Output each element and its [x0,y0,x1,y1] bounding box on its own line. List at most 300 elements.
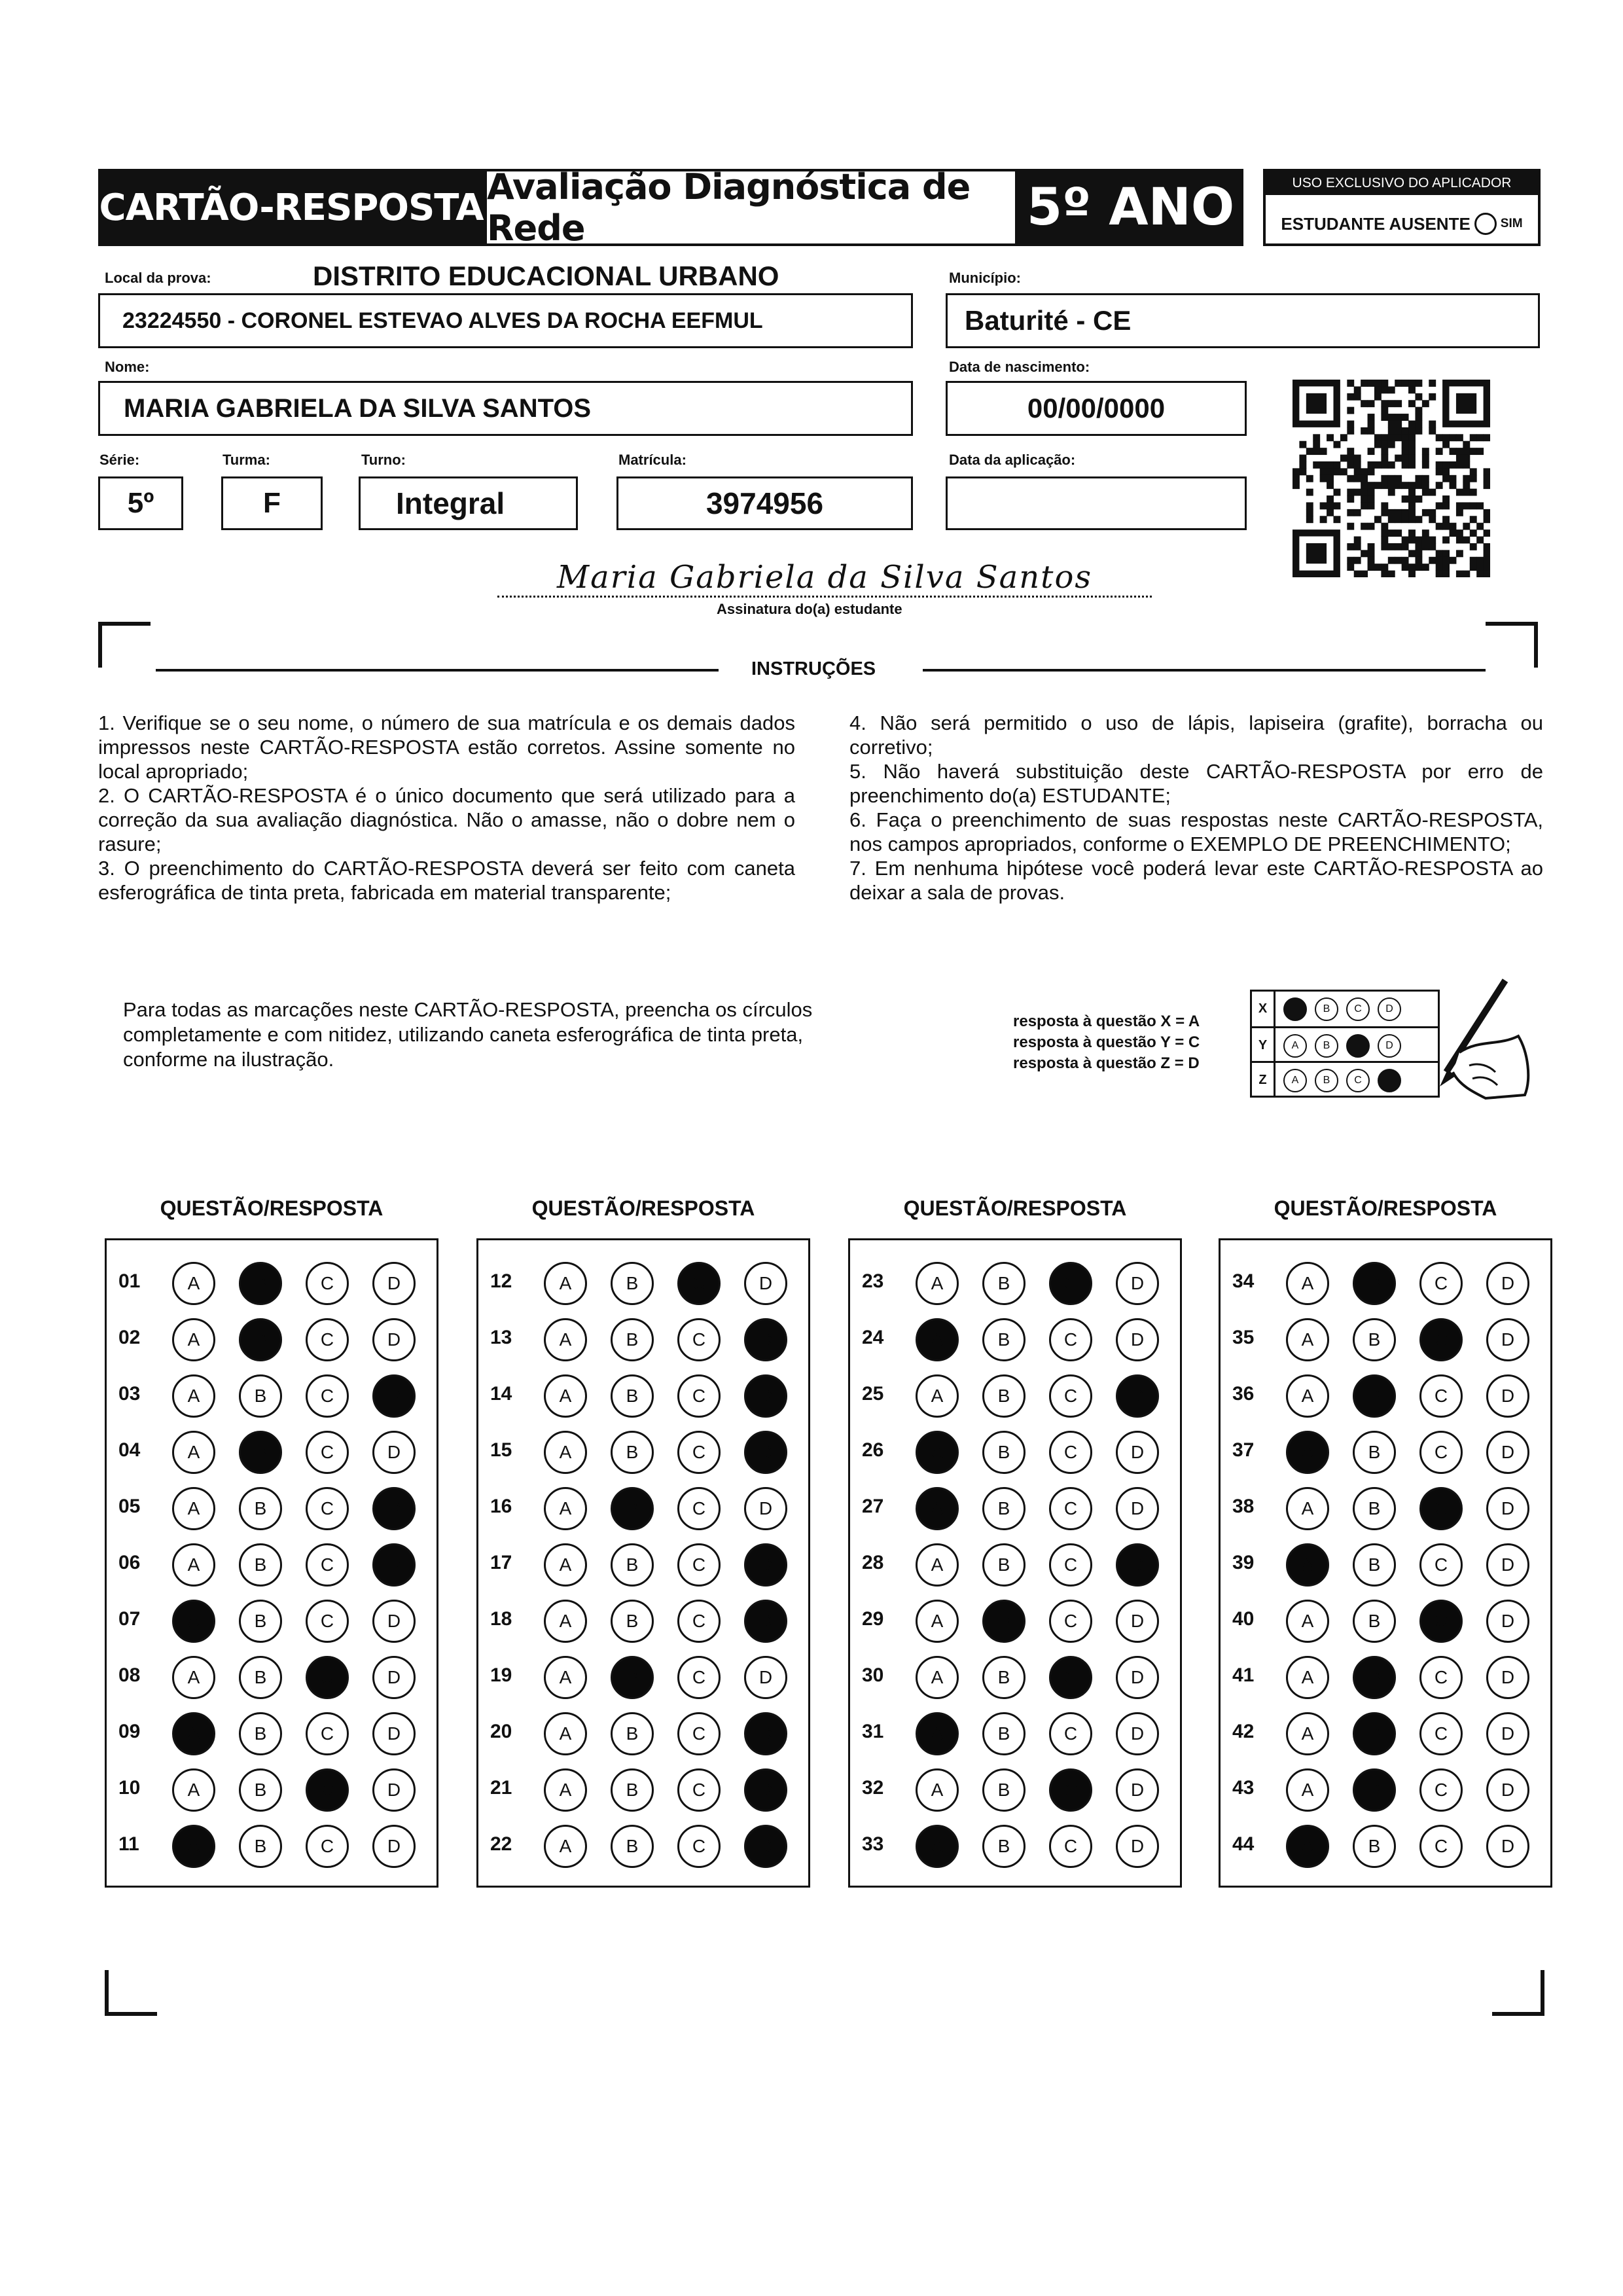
question-number: 03 [118,1383,141,1405]
answer-bubble-a[interactable]: A [916,1374,959,1418]
answer-bubble-d[interactable]: D [1116,1431,1159,1474]
answer-row [478,1591,808,1647]
answer-row [1221,1591,1550,1647]
instruction-item: 2. O CARTÃO-RESPOSTA é o único documento que será utilizado para a correção da sua avaliação diagnóstica. Não o amasse, não o dobre nem o rasure; [98,784,795,855]
answer-bubble-c[interactable]: C [1419,1656,1463,1699]
answer-bubble-a[interactable]: A [1286,1318,1329,1361]
answer-bubble-a[interactable]: A [544,1768,587,1812]
question-number: 31 [862,1721,884,1742]
answer-bubble-a[interactable]: A [172,1318,215,1361]
answer-bubble-c[interactable]: C [1419,1374,1463,1418]
question-number: 44 [1232,1833,1255,1855]
question-number: 25 [862,1383,884,1405]
answer-bubble-a[interactable]: A [172,1374,215,1418]
answer-bubble-d[interactable]: D [1116,1374,1159,1418]
answer-column [1219,1238,1552,1888]
answer-bubble-c[interactable]: C [677,1431,721,1474]
answer-bubble-c[interactable]: C [677,1262,721,1305]
answer-bubble-b[interactable]: B [239,1656,282,1699]
answer-bubble-c[interactable]: C [1419,1431,1463,1474]
answer-bubble-d[interactable]: D [744,1712,787,1755]
instructions-rule-right [923,669,1486,672]
absent-row [1266,206,1538,242]
answer-row [478,1479,808,1535]
answer-bubble-a[interactable]: A [544,1543,587,1587]
question-number: 26 [862,1439,884,1461]
example-legend-line: resposta à questão Z = D [1013,1054,1200,1072]
corner-mark-top-right [1486,622,1538,668]
turno-field: Integral [359,476,578,530]
answer-row [478,1816,808,1873]
answer-bubble-b[interactable]: B [982,1825,1026,1868]
answer-row [1221,1253,1550,1310]
answer-bubble-b[interactable]: B [982,1262,1026,1305]
answer-bubble-c[interactable]: C [1049,1656,1092,1699]
answer-bubble-c[interactable]: C [1419,1262,1463,1305]
answer-bubble-a[interactable]: A [916,1262,959,1305]
answer-row [1221,1479,1550,1535]
answer-row [478,1535,808,1591]
answer-bubble-d[interactable]: D [1116,1543,1159,1587]
answer-bubble-c[interactable]: C [306,1431,349,1474]
answer-bubble-d[interactable]: D [1116,1600,1159,1643]
answer-bubble-a[interactable]: A [544,1487,587,1530]
answer-bubble-c[interactable]: C [677,1600,721,1643]
answer-bubble-b[interactable]: B [982,1656,1026,1699]
answer-row [107,1591,437,1647]
answer-bubble-a[interactable]: A [172,1656,215,1699]
answer-bubble-c[interactable]: C [306,1600,349,1643]
answer-bubble-d[interactable]: D [1486,1431,1529,1474]
example-legend-line: resposta à questão Y = C [1013,1033,1200,1051]
answer-bubble-b[interactable]: B [1353,1487,1396,1530]
answer-bubble-b[interactable]: B [239,1712,282,1755]
instruction-item: 6. Faça o preenchimento de suas respostas neste CARTÃO-RESPOSTA, nos campos apropriados, conforme o EXEMPLO DE PREENCHIMENTO; [849,808,1543,855]
answer-bubble-c[interactable]: C [677,1825,721,1868]
answer-bubble-d[interactable]: D [372,1431,416,1474]
grade-label: 5º ANO [1018,169,1243,246]
answer-bubble-b[interactable]: B [239,1543,282,1587]
answer-bubble-d[interactable]: D [1116,1656,1159,1699]
city-field: Baturité - CE [946,293,1540,348]
question-number: 18 [490,1608,512,1630]
answer-bubble-d[interactable]: D [1116,1712,1159,1755]
answer-bubble-b[interactable]: B [982,1543,1026,1587]
answer-row [1221,1647,1550,1704]
question-number: 29 [862,1608,884,1630]
example-legend [1013,1011,1200,1074]
answer-bubble-d[interactable]: D [1486,1487,1529,1530]
answer-bubble-b[interactable]: B [611,1712,654,1755]
question-number: 39 [1232,1552,1255,1573]
answer-bubble-b[interactable]: B [611,1656,654,1699]
answer-row [850,1591,1180,1647]
answer-bubble-d[interactable]: D [372,1262,416,1305]
instructions-title: INSTRUÇÕES [751,658,876,679]
answer-bubble-b[interactable]: B [611,1768,654,1812]
question-number: 09 [118,1721,141,1742]
answer-bubble-a[interactable]: A [172,1825,215,1868]
answer-bubble-a[interactable]: A [544,1825,587,1868]
answer-bubble-a[interactable]: A [172,1768,215,1812]
question-number: 22 [490,1833,512,1855]
answer-row [1221,1422,1550,1479]
answer-bubble-a[interactable]: A [1286,1768,1329,1812]
answer-bubble-c[interactable]: C [306,1374,349,1418]
matricula-label: Matrícula: [618,452,687,468]
corner-mark-top-left [98,622,151,668]
answer-bubble-a[interactable]: A [544,1374,587,1418]
question-number: 35 [1232,1327,1255,1348]
answer-row [107,1535,437,1591]
answer-column-heading: QUESTÃO/RESPOSTA [160,1196,383,1220]
answer-bubble-a[interactable]: A [544,1318,587,1361]
answer-bubble-a[interactable]: A [544,1262,587,1305]
answer-bubble-c[interactable]: C [1049,1318,1092,1361]
instruction-item: 3. O preenchimento do CARTÃO-RESPOSTA deverá ser feito com caneta esferográfica de tinta preta, fabricada em material transparente; [98,857,795,904]
corner-mark-bottom-left [105,1970,157,2016]
answer-bubble-b[interactable]: B [982,1600,1026,1643]
answer-bubble-c[interactable]: C [1049,1768,1092,1812]
answer-bubble-d[interactable]: D [744,1431,787,1474]
answer-row [478,1310,808,1366]
answer-row [107,1760,437,1816]
applicator-only-label: USO EXCLUSIVO DO APLICADOR [1266,171,1538,195]
answer-bubble-c[interactable]: C [677,1487,721,1530]
answer-bubble-d[interactable]: D [372,1656,416,1699]
answer-bubble-d[interactable]: D [1486,1318,1529,1361]
answer-bubble-a[interactable]: A [1286,1262,1329,1305]
answer-bubble-c[interactable]: C [1049,1374,1092,1418]
answer-bubble-b[interactable]: B [611,1318,654,1361]
answer-bubble-c[interactable]: C [306,1825,349,1868]
question-number: 33 [862,1833,884,1855]
answer-bubble-c[interactable]: C [1049,1431,1092,1474]
answer-bubble-b[interactable]: B [239,1431,282,1474]
answer-bubble-d[interactable]: D [372,1374,416,1418]
answer-row [478,1647,808,1704]
answer-bubble-d[interactable]: D [1486,1262,1529,1305]
answer-bubble-d[interactable]: D [372,1487,416,1530]
answer-column [848,1238,1182,1888]
example-bubble-c: C [1346,997,1370,1021]
answer-bubble-c[interactable]: C [677,1656,721,1699]
answer-bubble-d[interactable]: D [1116,1318,1159,1361]
answer-bubble-c[interactable]: C [1419,1487,1463,1530]
answer-bubble-a[interactable]: A [1286,1374,1329,1418]
answer-bubble-d[interactable]: D [744,1600,787,1643]
answer-bubble-d[interactable]: D [1486,1825,1529,1868]
question-number: 10 [118,1777,141,1799]
answer-bubble-d[interactable]: D [744,1656,787,1699]
answer-bubble-b[interactable]: B [1353,1262,1396,1305]
answer-bubble-a[interactable]: A [1286,1543,1329,1587]
answer-bubble-a[interactable]: A [172,1712,215,1755]
answer-bubble-a[interactable]: A [1286,1825,1329,1868]
question-number: 19 [490,1664,512,1686]
answer-bubble-b[interactable]: B [1353,1600,1396,1643]
answer-bubble-d[interactable]: D [1486,1600,1529,1643]
answer-row [1221,1760,1550,1816]
card-title: CARTÃO-RESPOSTA [98,169,484,246]
answer-bubble-a[interactable]: A [172,1431,215,1474]
question-number: 27 [862,1496,884,1517]
answer-bubble-b[interactable]: B [1353,1431,1396,1474]
absent-checkbox[interactable] [1474,213,1497,235]
answer-row [107,1310,437,1366]
answer-bubble-b[interactable]: B [982,1487,1026,1530]
answer-row [1221,1366,1550,1422]
aplicacao-label: Data da aplicação: [949,452,1076,468]
answer-bubble-b[interactable]: B [239,1262,282,1305]
answer-bubble-a[interactable]: A [172,1600,215,1643]
question-number: 17 [490,1552,512,1573]
question-number: 20 [490,1721,512,1742]
answer-row [850,1535,1180,1591]
answer-bubble-b[interactable]: B [1353,1318,1396,1361]
answer-bubble-a[interactable]: A [544,1431,587,1474]
question-number: 14 [490,1383,512,1405]
answer-bubble-b[interactable]: B [239,1825,282,1868]
absent-label: ESTUDANTE AUSENTE [1281,213,1471,234]
answer-bubble-a[interactable]: A [1286,1712,1329,1755]
question-number: 43 [1232,1777,1255,1799]
answer-bubble-c[interactable]: C [677,1374,721,1418]
answer-row [107,1816,437,1873]
question-number: 32 [862,1777,884,1799]
answer-bubble-d[interactable]: D [744,1318,787,1361]
fill-instructions: Para todas as marcações neste CARTÃO-RESPOSTA, preencha os círculos completamente e com nitidez, utilizando caneta esferográfica de tinta preta, conforme na ilustração. [123,998,813,1071]
answer-bubble-c[interactable]: C [1049,1262,1092,1305]
answer-bubble-b[interactable]: B [1353,1543,1396,1587]
answer-row [478,1253,808,1310]
example-bubble-c [1346,1034,1370,1058]
answer-bubble-a[interactable]: A [916,1487,959,1530]
answer-bubble-b[interactable]: B [1353,1374,1396,1418]
answer-bubble-d[interactable]: D [744,1825,787,1868]
answer-bubble-c[interactable]: C [306,1543,349,1587]
example-bubble-a: A [1283,1034,1307,1058]
answer-bubble-a[interactable]: A [916,1768,959,1812]
answer-bubble-c[interactable]: C [677,1768,721,1812]
local-value: DISTRITO EDUCACIONAL URBANO [313,260,779,291]
answer-bubble-d[interactable]: D [372,1768,416,1812]
answer-bubble-d[interactable]: D [372,1318,416,1361]
question-number: 24 [862,1327,884,1348]
name-field: MARIA GABRIELA DA SILVA SANTOS [98,381,913,436]
question-number: 15 [490,1439,512,1461]
answer-bubble-d[interactable]: D [744,1487,787,1530]
answer-bubble-c[interactable]: C [1049,1600,1092,1643]
answer-bubble-a[interactable]: A [172,1262,215,1305]
answer-bubble-a[interactable]: A [1286,1656,1329,1699]
aplicacao-field[interactable] [946,476,1247,530]
answer-bubble-b[interactable]: B [982,1318,1026,1361]
answer-bubble-b[interactable]: B [1353,1768,1396,1812]
answer-row [1221,1535,1550,1591]
answer-row [850,1647,1180,1704]
answer-row [1221,1704,1550,1760]
answer-bubble-a[interactable]: A [916,1431,959,1474]
answer-row [850,1760,1180,1816]
pen-hand-icon [1407,974,1538,1105]
answer-bubble-b[interactable]: B [239,1487,282,1530]
exam-title: Avaliação Diagnóstica de Rede [484,169,1018,246]
answer-bubble-a[interactable]: A [544,1656,587,1699]
question-number: 05 [118,1496,141,1517]
answer-row [1221,1310,1550,1366]
school-field: 23224550 - CORONEL ESTEVAO ALVES DA ROCHA EEFMUL [98,293,913,348]
answer-bubble-d[interactable]: D [372,1712,416,1755]
answer-bubble-b[interactable]: B [611,1543,654,1587]
answer-bubble-c[interactable]: C [677,1712,721,1755]
question-number: 21 [490,1777,512,1799]
qr-code [1293,380,1490,577]
answer-bubble-c[interactable]: C [677,1543,721,1587]
question-number: 08 [118,1664,141,1686]
answer-bubble-c[interactable]: C [1419,1600,1463,1643]
answer-bubble-d[interactable]: D [1486,1712,1529,1755]
question-number: 23 [862,1270,884,1292]
question-number: 30 [862,1664,884,1686]
answer-bubble-b[interactable]: B [611,1431,654,1474]
answer-bubble-d[interactable]: D [1486,1374,1529,1418]
answer-row [850,1366,1180,1422]
answer-row [478,1760,808,1816]
serie-label: Série: [99,452,140,468]
answer-bubble-b[interactable]: B [611,1262,654,1305]
instruction-item: 1. Verifique se o seu nome, o número de sua matrícula e os demais dados impressos neste CARTÃO-RESPOSTA estão corretos. Assine somente no local apropriado; [98,711,795,783]
question-number: 34 [1232,1270,1255,1292]
answer-bubble-a[interactable]: A [1286,1431,1329,1474]
question-number: 13 [490,1327,512,1348]
answer-bubble-a[interactable]: A [544,1600,587,1643]
question-number: 01 [118,1270,141,1292]
answer-bubble-d[interactable]: D [1116,1487,1159,1530]
answer-column [476,1238,810,1888]
answer-row [107,1366,437,1422]
matricula-field: 3974956 [616,476,913,530]
answer-bubble-d[interactable]: D [1116,1262,1159,1305]
answer-bubble-a[interactable]: A [916,1712,959,1755]
answer-bubble-d[interactable]: D [1116,1825,1159,1868]
example-bubble-c: C [1346,1069,1370,1092]
answer-bubble-b[interactable]: B [611,1374,654,1418]
answer-bubble-b[interactable]: B [611,1825,654,1868]
answer-bubble-d[interactable]: D [372,1600,416,1643]
question-number: 42 [1232,1721,1255,1742]
answer-row [850,1310,1180,1366]
answer-bubble-c[interactable]: C [306,1262,349,1305]
answer-bubble-b[interactable]: B [239,1600,282,1643]
answer-bubble-d[interactable]: D [1486,1656,1529,1699]
question-number: 38 [1232,1496,1255,1517]
answer-bubble-c[interactable]: C [306,1712,349,1755]
answer-bubble-c[interactable]: C [1419,1712,1463,1755]
instructions-left [98,711,795,905]
answer-bubble-a[interactable]: A [1286,1600,1329,1643]
answer-row [107,1422,437,1479]
answer-bubble-c[interactable]: C [1049,1543,1092,1587]
answer-bubble-c[interactable]: C [1419,1318,1463,1361]
student-signature: Maria Gabriela da Silva Santos [497,550,1152,598]
instructions-right [849,711,1543,905]
answer-bubble-d[interactable]: D [744,1543,787,1587]
example-question-letter: Z [1252,1063,1275,1098]
answer-bubble-b[interactable]: B [982,1768,1026,1812]
answer-bubble-d[interactable]: D [1116,1768,1159,1812]
answer-bubble-d[interactable]: D [744,1262,787,1305]
answer-bubble-c[interactable]: C [1419,1825,1463,1868]
answer-bubble-a[interactable]: A [916,1825,959,1868]
answer-bubble-a[interactable]: A [172,1543,215,1587]
answer-bubble-b[interactable]: B [239,1374,282,1418]
example-bubble-d: D [1378,1034,1401,1058]
answer-bubble-c[interactable]: C [1419,1543,1463,1587]
answer-row [107,1253,437,1310]
turma-field: F [221,476,323,530]
answer-bubble-c[interactable]: C [1419,1768,1463,1812]
answer-bubble-d[interactable]: D [744,1768,787,1812]
answer-bubble-c[interactable]: C [306,1318,349,1361]
answer-bubble-a[interactable]: A [1286,1487,1329,1530]
answer-bubble-d[interactable]: D [1486,1543,1529,1587]
answer-bubble-c[interactable]: C [1049,1712,1092,1755]
corner-mark-bottom-right [1492,1970,1544,2016]
name-label: Nome: [105,359,150,375]
question-number: 28 [862,1552,884,1573]
answer-bubble-d[interactable]: D [1486,1768,1529,1812]
answer-row [107,1479,437,1535]
answer-bubble-d[interactable]: D [372,1825,416,1868]
answer-bubble-c[interactable]: C [306,1768,349,1812]
answer-column-heading: QUESTÃO/RESPOSTA [531,1196,755,1220]
answer-bubble-a[interactable]: A [916,1318,959,1361]
answer-row [478,1366,808,1422]
example-question-letter: Y [1252,1028,1275,1063]
question-number: 41 [1232,1664,1255,1686]
answer-bubble-b[interactable]: B [1353,1656,1396,1699]
answer-bubble-c[interactable]: C [677,1318,721,1361]
answer-bubble-c[interactable]: C [1049,1487,1092,1530]
answer-bubble-c[interactable]: C [306,1487,349,1530]
answer-bubble-c[interactable]: C [1049,1825,1092,1868]
answer-bubble-b[interactable]: B [611,1600,654,1643]
answer-bubble-b[interactable]: B [982,1431,1026,1474]
answer-bubble-d[interactable]: D [372,1543,416,1587]
answer-bubble-c[interactable]: C [306,1656,349,1699]
answer-bubble-b[interactable]: B [611,1487,654,1530]
answer-bubble-b[interactable]: B [239,1318,282,1361]
question-number: 02 [118,1327,141,1348]
answer-bubble-b[interactable]: B [982,1374,1026,1418]
instruction-item: 4. Não será permitido o uso de lápis, lapiseira (grafite), borracha ou corretivo; [849,711,1543,759]
answer-bubble-b[interactable]: B [1353,1825,1396,1868]
answer-bubble-d[interactable]: D [744,1374,787,1418]
question-number: 36 [1232,1383,1255,1405]
example-bubble-d [1378,1069,1401,1092]
answer-bubble-a[interactable]: A [172,1487,215,1530]
answer-bubble-a[interactable]: A [916,1600,959,1643]
answer-bubble-b[interactable]: B [982,1712,1026,1755]
answer-bubble-b[interactable]: B [1353,1712,1396,1755]
answer-bubble-b[interactable]: B [239,1768,282,1812]
question-number: 04 [118,1439,141,1461]
question-number: 40 [1232,1608,1255,1630]
answer-bubble-a[interactable]: A [916,1543,959,1587]
answer-bubble-a[interactable]: A [916,1656,959,1699]
answer-bubble-a[interactable]: A [544,1712,587,1755]
